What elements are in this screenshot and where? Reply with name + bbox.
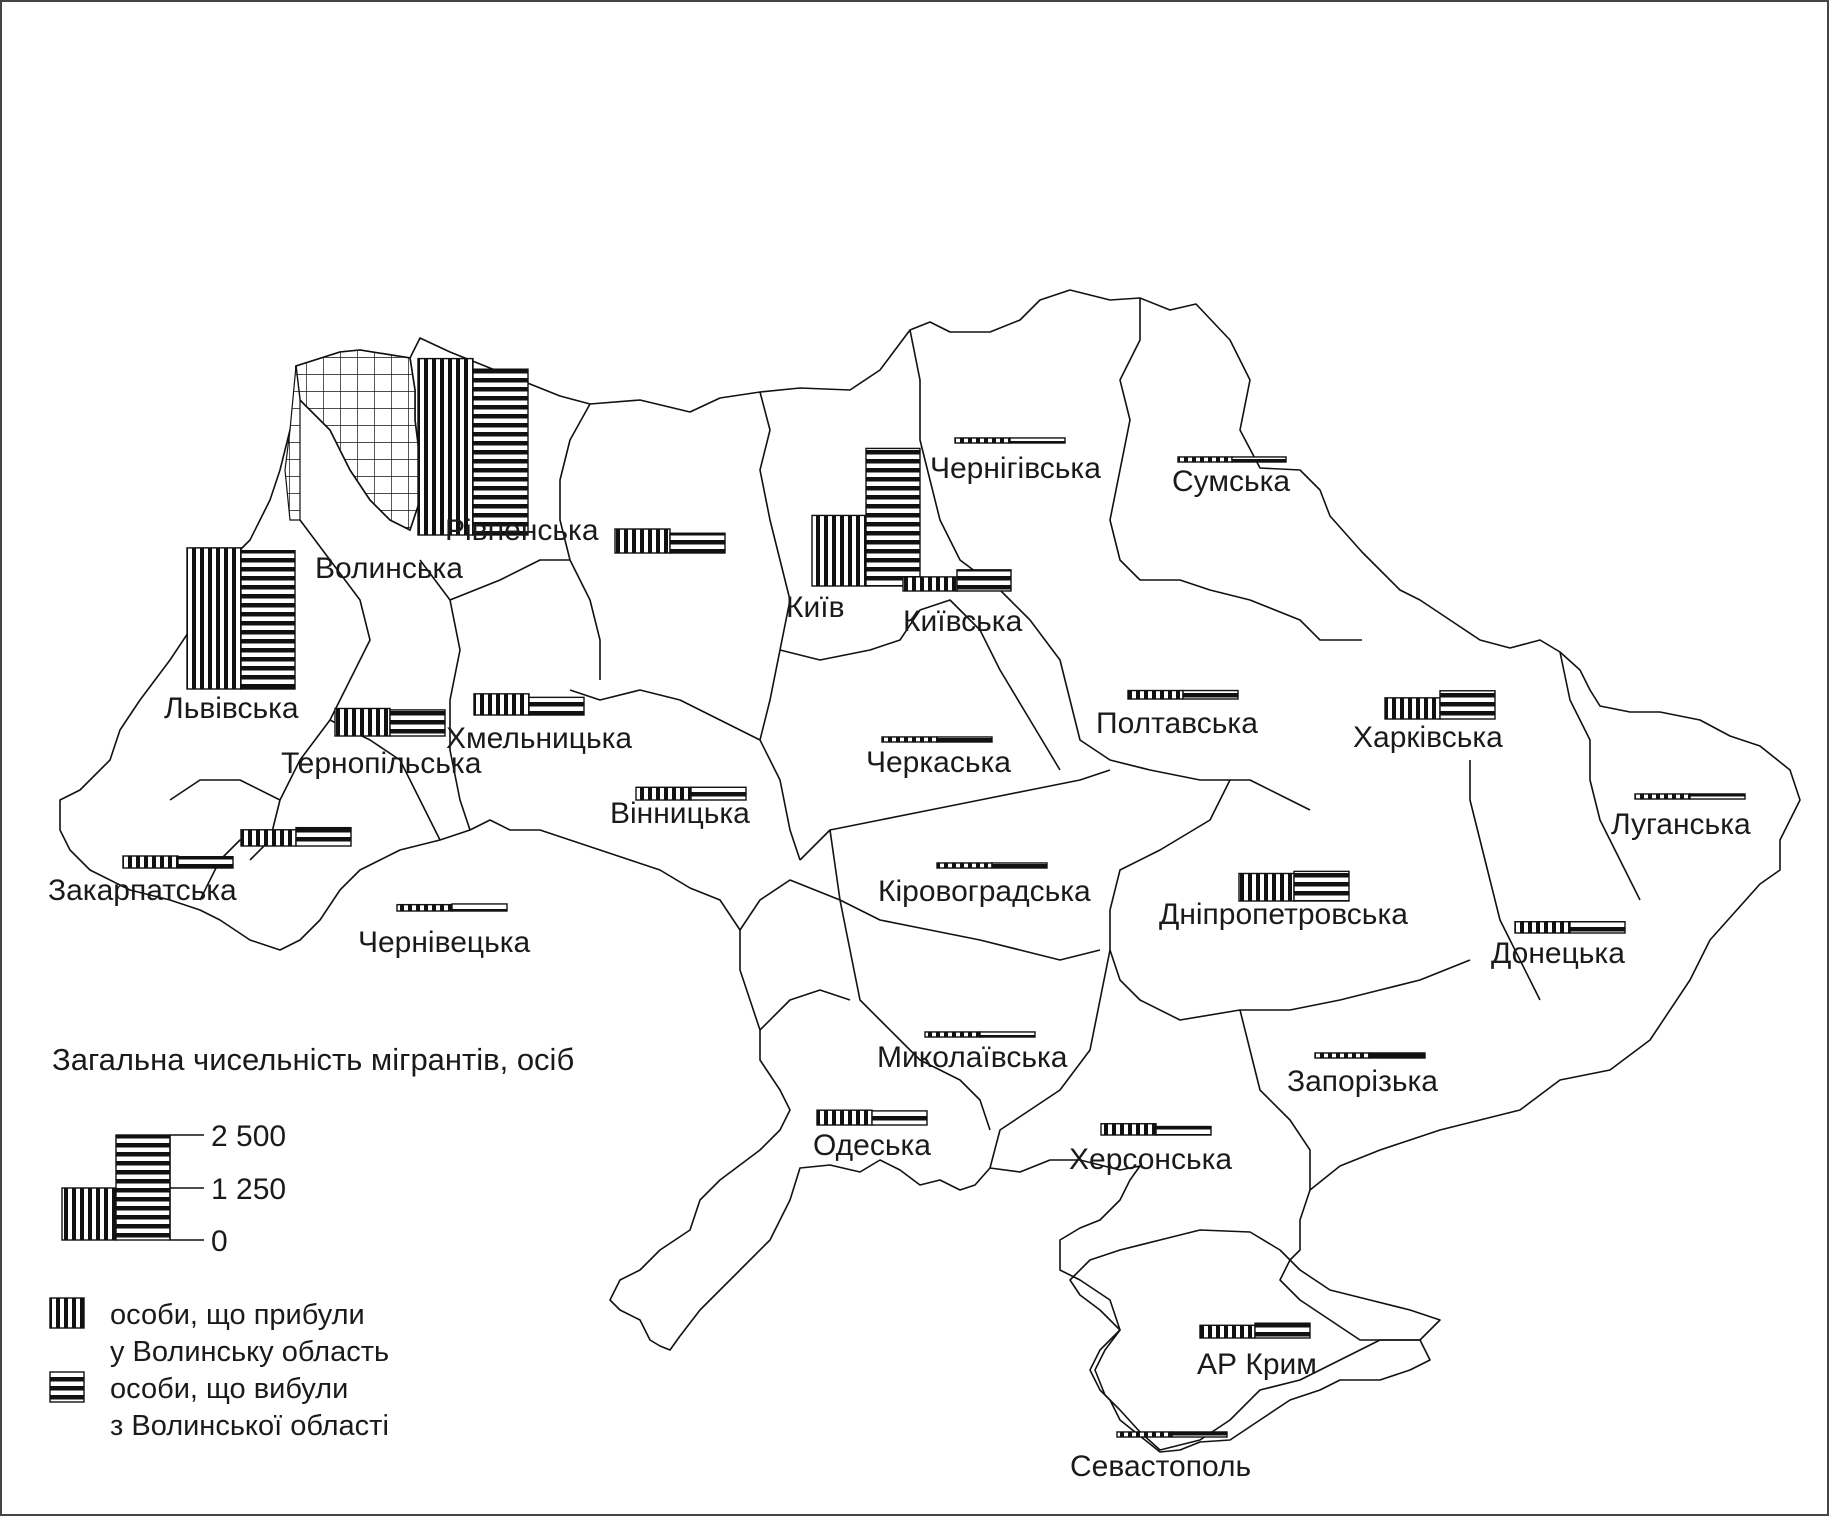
- legend-departed-line1: особи, що вибули: [110, 1373, 349, 1405]
- legend-tick-label-1250: 1 250: [211, 1173, 287, 1206]
- ternopil-border: [330, 720, 440, 840]
- zhytomyr-kyiv-border: [760, 392, 790, 740]
- bar-arrived-ternopilska: [335, 708, 390, 736]
- zaporizka-border: [1240, 1010, 1310, 1190]
- bar-departed-ivano-frankivska: [296, 828, 351, 846]
- bar-arrived-chernivetska: [397, 905, 452, 911]
- bar-arrived-ivano-frankivska: [241, 830, 296, 846]
- region-label-kyiv: Київ: [786, 591, 845, 624]
- legend-departed-line2: з Волинської області: [110, 1410, 389, 1442]
- bar-departed-kirovohradska: [992, 863, 1047, 868]
- bar-departed-odeska: [872, 1111, 927, 1125]
- bar-arrived-kharkivska: [1385, 698, 1440, 719]
- legend-tick-label-2500: 2 500: [211, 1120, 287, 1153]
- legend-tick-label-0: 0: [211, 1225, 228, 1258]
- bar-departed-zaporizka: [1370, 1053, 1425, 1058]
- kharkiv-luhansk-border: [1560, 652, 1640, 900]
- region-label-zaporizka: Запорізька: [1287, 1065, 1438, 1098]
- bar-arrived-poltavska: [1128, 691, 1183, 699]
- bar-departed-chernihivska: [1010, 438, 1065, 443]
- region-label-khmelnytska: Хмельницька: [446, 722, 633, 755]
- bar-arrived-zakarpatska: [123, 856, 178, 868]
- mykolaiv-border: [840, 900, 990, 1130]
- region-label-kirovohradska: Кіровоградська: [878, 875, 1091, 908]
- bar-departed-zhytomyrska: [670, 533, 725, 553]
- bar-arrived-khersonska: [1101, 1124, 1156, 1135]
- region-label-rivnenska: Рівненська: [445, 514, 599, 547]
- bar-arrived-luhanska: [1635, 794, 1690, 799]
- legend: [50, 1042, 574, 1442]
- bar-arrived-cherkaska: [882, 737, 937, 742]
- bar-arrived-kyivska: [903, 577, 957, 591]
- bar-arrived-ar-krym: [1200, 1325, 1255, 1338]
- region-label-kharkivska: Харківська: [1353, 721, 1503, 754]
- bar-departed-chernivetska: [452, 904, 507, 911]
- odesa-border: [740, 880, 850, 1030]
- region-label-dnipropetrovska: Дніпропетровська: [1159, 898, 1408, 931]
- bar-departed-zakarpatska: [178, 857, 233, 868]
- bar-departed-kyiv: [866, 448, 920, 586]
- legend-scale-arrived-bar: [62, 1188, 116, 1240]
- bar-departed-cherkaska: [937, 737, 992, 742]
- bar-departed-lvivska: [241, 551, 295, 689]
- region-label-lvivska: Львівська: [164, 692, 299, 725]
- volynska-region: [296, 350, 420, 530]
- legend-key-arrived: [50, 1298, 389, 1368]
- bar-arrived-mykolaivska: [925, 1032, 980, 1037]
- bar-departed-poltavska: [1183, 691, 1238, 699]
- bar-arrived-zaporizka: [1315, 1053, 1370, 1058]
- region-label-odeska: Одеська: [813, 1129, 931, 1162]
- bar-departed-kharkivska: [1440, 691, 1495, 719]
- bar-arrived-khmelnytska: [474, 694, 529, 715]
- legend-scale: [62, 1120, 286, 1258]
- legend-arrived-line2: у Волинську область: [110, 1336, 390, 1368]
- bar-arrived-sevastopol: [1117, 1432, 1172, 1437]
- bar-arrived-sumska: [1178, 457, 1232, 462]
- bar-departed-rivnenska: [473, 369, 528, 535]
- region-label-chernivetska: Чернівецька: [358, 926, 531, 959]
- bar-arrived-dnipropetrovska: [1239, 873, 1294, 901]
- region-label-ar-krym: АР Крим: [1197, 1348, 1317, 1381]
- region-label-chernihivska: Чернігівська: [930, 452, 1101, 485]
- region-label-zakarpatska: Закарпатська: [48, 874, 237, 907]
- legend-arrived-line1: особи, що прибули: [110, 1299, 365, 1331]
- bar-departed-khersonska: [1156, 1127, 1211, 1135]
- region-label-cherkaska: Черкаська: [866, 746, 1011, 779]
- region-label-mykolaivska: Миколаївська: [877, 1041, 1068, 1074]
- bar-arrived-odeska: [817, 1110, 872, 1125]
- bar-departed-ar-krym: [1255, 1323, 1310, 1338]
- bar-arrived-kirovohradska: [937, 863, 992, 868]
- bar-departed-mykolaivska: [980, 1032, 1035, 1037]
- bar-departed-sumska: [1232, 457, 1286, 462]
- legend-scale-departed-bar: [116, 1135, 170, 1240]
- region-label-sevastopol: Севастополь: [1070, 1450, 1252, 1483]
- region-label-vinnytska: Вінницька: [610, 797, 750, 830]
- bar-arrived-rivnenska: [418, 359, 473, 535]
- sumy-kharkiv-border: [1140, 580, 1362, 640]
- region-label-ternopilska: Тернопільська: [281, 747, 482, 780]
- legend-swatch-arrived: [50, 1298, 84, 1328]
- bar-arrived-lvivska: [187, 548, 241, 689]
- bar-departed-ternopilska: [390, 710, 445, 736]
- bar-departed-dnipropetrovska: [1294, 871, 1349, 901]
- bar-departed-kyivska: [957, 570, 1011, 591]
- region-label-donetska: Донецька: [1491, 937, 1625, 970]
- bar-arrived-kyiv: [812, 515, 866, 586]
- bar-arrived-donetska: [1515, 922, 1570, 933]
- bar-arrived-chernihivska: [955, 438, 1010, 443]
- region-label-luhanska: Луганська: [1611, 808, 1751, 841]
- chernihiv-sumy-border: [1110, 298, 1140, 580]
- crimea-outline: [1070, 1230, 1440, 1450]
- bar-arrived-zhytomyrska: [615, 529, 670, 553]
- legend-key-departed: [50, 1372, 389, 1442]
- legend-swatch-departed: [50, 1372, 84, 1402]
- region-label-sumska: Сумська: [1172, 465, 1291, 498]
- region-label-kyivska: Київська: [903, 605, 1023, 638]
- region-label-khersonska: Херсонська: [1069, 1143, 1233, 1176]
- legend-title: Загальна чисельність мігрантів, осіб: [52, 1042, 575, 1077]
- bar-departed-khmelnytska: [529, 697, 584, 715]
- bar-departed-luhanska: [1690, 794, 1745, 799]
- region-label-volynska: Волинська: [315, 552, 463, 585]
- bar-departed-donetska: [1570, 922, 1625, 933]
- bar-departed-sevastopol: [1172, 1432, 1227, 1437]
- region-label-poltavska: Полтавська: [1096, 707, 1258, 740]
